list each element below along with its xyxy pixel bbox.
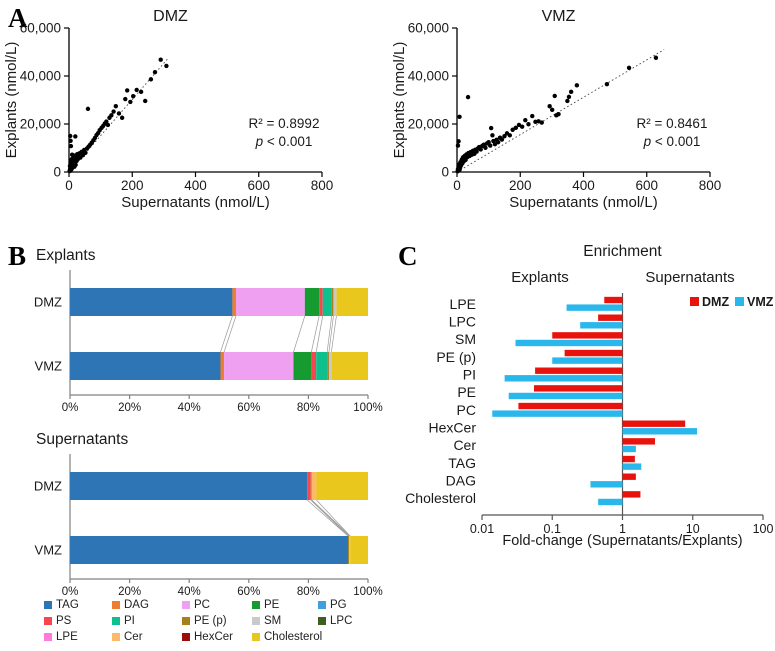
category-label: PI [462,366,476,383]
scatter-point [553,94,557,98]
bar-segment-tag [70,352,220,380]
enrichment-bar-dmz-pe-p- [565,350,623,356]
explants-header: Explants [511,269,569,286]
legend-swatch [318,601,326,609]
scatter-point [483,146,487,150]
scatter-point [520,124,524,128]
y-tick-label: 40,000 [19,68,61,84]
bar-segment-pi [316,352,327,380]
segment-connector [220,316,232,352]
plot-title: DMZ [153,8,188,25]
bar-segment-pe [294,352,312,380]
legend-swatch [252,601,260,609]
bar-segment-dag [220,352,224,380]
category-label: SM [455,331,476,348]
trend-line [457,50,664,172]
legend-swatch-dmz [690,297,699,306]
scatter-point [131,94,135,98]
scatter-point [556,112,560,116]
x-tick-label: 600 [247,178,271,193]
x-tick-label: 200 [508,178,532,193]
y-tick-label: 0 [53,164,61,180]
category-label: HexCer [428,419,476,436]
legend-item-pe [252,599,318,611]
legend-swatch [182,617,190,625]
x-tick-label: 400 [184,178,207,193]
x-tick-label: 20% [118,402,142,414]
bar-segment-ps [319,288,323,316]
x-axis-title: Supernatants (nmol/L) [121,194,270,211]
scatter-point [109,113,113,117]
legend-item-pc [182,599,252,611]
enrichment-bar-vmz-cholesterol [598,499,622,505]
chart-title: Enrichment [583,243,662,260]
scatter-point [490,133,494,137]
enrichment-bar-vmz-pi [505,375,623,381]
category-label: Cholesterol [405,490,476,507]
scatter-point [159,57,163,61]
scatter-point [565,99,569,103]
x-tick-label: 40% [177,402,201,414]
bar-segment-dag [232,288,236,316]
chart-title: Explants [36,247,96,264]
p-value-annotation: p < 0.001 [255,134,313,149]
bar-segment-tag [70,536,348,564]
legend-item-cholesterol [252,631,323,643]
segment-connector [307,500,348,536]
x-tick-label: 600 [635,178,659,193]
scatter-point [466,95,470,99]
row-label: DMZ [33,478,62,494]
legend-label: PG [330,599,347,611]
bar-segment-sm [333,288,336,316]
legend-label-vmz: VMZ [747,295,774,309]
p-value-annotation: p < 0.001 [643,134,701,149]
x-tick-label: 1 [619,522,626,536]
enrichment-bar-vmz-sm [516,340,623,346]
legend-swatch [112,601,120,609]
x-tick-label: 800 [698,178,722,193]
enrichment-bar-vmz-lpc [580,322,622,328]
x-tick-label: 100% [353,586,383,598]
x-tick-label: 20% [118,586,142,598]
x-tick-label: 80% [296,402,320,414]
x-axis-title: Fold-change (Supernatants/Explants) [502,533,743,549]
legend-label: PC [194,599,210,611]
scatter-point [488,143,492,147]
x-tick-label: 60% [237,586,261,598]
plot-title: VMZ [541,8,576,25]
scatter-point [164,64,168,68]
enrichment-bar-dmz-pe [534,385,622,391]
x-tick-label: 10 [685,522,700,536]
x-axis-title: Supernatants (nmol/L) [509,194,658,211]
scatter-point [139,90,143,94]
legend-label: LPC [330,615,353,627]
bar-segment-sm [349,536,350,564]
legend-item-cer [112,631,182,643]
enrichment-bar-chart [390,240,775,552]
category-label: Cer [453,437,476,454]
scatter-point [117,111,121,115]
bar-segment-cholesterol [316,472,368,500]
category-label: DAG [445,472,476,489]
scatter-point [605,82,609,86]
bar-segment-tag [70,288,232,316]
legend-item-tag [44,599,112,611]
y-tick-label: 20,000 [19,116,61,132]
x-tick-label: 0% [61,402,79,414]
scatter-point [134,88,138,92]
x-tick-label: 0.1 [543,522,561,536]
stacked-bar-chart-explants [0,240,390,420]
legend-label: LPE [56,631,78,643]
r-squared-annotation: R² = 0.8461 [636,116,708,131]
enrichment-bar-vmz-lpe [567,304,623,310]
bar-segment-pe-p- [332,288,334,316]
scatter-point [86,107,90,111]
scatter-point [153,70,157,74]
scatter-point [68,134,72,138]
category-label: PE [457,384,476,401]
scatter-point [143,99,147,103]
x-tick-label: 0% [61,586,79,598]
bar-segment-pe-p- [311,472,312,500]
y-tick-label: 40,000 [407,68,449,84]
enrichment-bar-vmz-pc [492,410,622,416]
x-tick-label: 0 [453,178,461,193]
segment-connector [311,316,319,352]
y-tick-label: 60,000 [19,20,61,36]
legend-label: PS [56,615,72,627]
y-tick-label: 20,000 [407,116,449,132]
enrichment-bar-dmz-cholesterol [623,491,641,497]
r-squared-annotation: R² = 0.8992 [248,116,320,131]
enrichment-bar-dmz-cer [623,438,655,444]
bar-segment-pi [323,288,332,316]
scatter-point [550,108,554,112]
scatter-point [456,143,460,147]
legend-item-pe-p- [182,615,252,627]
legend-item-sm [252,615,318,627]
supernatants-header: Supernatants [645,269,735,286]
scatter-point [120,116,124,120]
segment-connector [316,500,350,536]
enrichment-bar-dmz-lpe [604,297,622,303]
scatter-point [73,163,77,167]
scatter-point [489,126,493,130]
x-tick-label: 800 [310,178,334,193]
scatter-point [125,88,129,92]
category-label: TAG [448,454,476,471]
bar-segment-ps [307,472,311,500]
enrichment-bar-dmz-dag [623,474,636,480]
legend-label-dmz: DMZ [702,295,730,309]
enrichment-bar-dmz-hexcer [623,421,686,427]
legend-label: SM [264,615,282,627]
legend-label: PI [124,615,135,627]
enrichment-bar-vmz-hexcer [623,428,698,434]
legend-item-lpc [318,615,374,627]
scatter-point [111,109,115,113]
category-label: LPE [449,295,476,312]
legend-label: DAG [124,599,149,611]
scatter-point [567,95,571,99]
scatter-point [128,100,132,104]
scatter-point [627,66,631,70]
segment-connector [311,500,348,536]
legend-label: Cholesterol [264,631,323,643]
bar-segment-pc [224,352,293,380]
legend-item-lpe [44,631,112,643]
legend-item-pi [112,615,182,627]
enrichment-bar-dmz-lpc [598,315,622,321]
bar-segment-sm [329,352,331,380]
chart-title: Supernatants [36,431,129,448]
scatter-point [69,144,73,148]
y-axis-title: Explants (nmol/L) [3,41,20,159]
scatter-point [83,151,87,155]
legend-swatch [318,617,326,625]
x-tick-label: 0 [65,178,73,193]
y-axis-title: Explants (nmol/L) [391,41,408,159]
legend-swatch [112,617,120,625]
legend-swatch [112,633,120,641]
legend-swatch [44,633,52,641]
x-tick-label: 100 [752,522,774,536]
y-tick-label: 60,000 [407,20,449,36]
scatter-point [547,104,551,108]
panel-b-label: B [8,241,27,271]
bar-segment-pe-p- [348,536,349,564]
scatter-point [496,140,500,144]
stacked-bar-chart-supernatants [0,424,390,604]
enrichment-bar-vmz-pe [509,393,623,399]
legend-item-dag [112,599,182,611]
bar-segment-cer [312,472,317,500]
scatter-point [523,118,527,122]
legend-item-hexcer [182,631,252,643]
scatter-point [106,123,110,127]
segment-connector [331,316,336,352]
x-tick-label: 200 [120,178,144,193]
category-label: PE (p) [436,348,476,365]
segment-connector [316,316,323,352]
scatter-point [114,104,118,108]
legend-swatch [182,601,190,609]
y-tick-label: 0 [441,164,449,180]
scatter-point [73,134,77,138]
bar-segment-cholesterol [336,288,368,316]
x-tick-label: 0.01 [469,522,495,536]
scatter-plot-vmz [388,0,775,230]
scatter-point [540,120,544,124]
segment-connector [312,500,350,536]
row-label: DMZ [33,294,62,310]
legend-swatch [44,617,52,625]
scatter-point [530,114,534,118]
enrichment-bar-vmz-pe-p- [552,357,622,363]
category-label: LPC [448,313,476,330]
enrichment-bar-vmz-tag [623,463,642,469]
bar-segment-cholesterol [331,352,368,380]
bar-segment-ps [311,352,316,380]
scatter-point [149,77,153,81]
legend-item-ps [44,615,112,627]
scatter-point [456,139,460,143]
panel-a-label: A [8,3,28,33]
scatter-point [654,56,658,60]
legend-label: TAG [56,599,79,611]
scatter-point [526,122,530,126]
scatter-point [569,90,573,94]
enrichment-bar-dmz-pc [518,403,622,409]
enrichment-bar-dmz-tag [623,456,635,462]
segment-connector [294,316,305,352]
x-tick-label: 40% [177,586,201,598]
scatter-point [123,97,127,101]
legend-label: PE [264,599,280,611]
legend-label: HexCer [194,631,233,643]
x-tick-label: 100% [353,402,383,414]
scatter-point [68,139,72,143]
enrichment-bar-dmz-sm [552,332,622,338]
bar-segment-cholesterol [350,536,368,564]
scatter-point [457,115,461,119]
legend-label: PE (p) [194,615,227,627]
bar-segment-tag [70,472,307,500]
enrichment-bar-dmz-pi [535,368,622,374]
x-tick-label: 60% [237,402,261,414]
legend-swatch [252,617,260,625]
row-label: VMZ [34,358,62,374]
bar-segment-pe-p- [327,352,329,380]
legend-item-pg [318,599,374,611]
x-tick-label: 400 [572,178,595,193]
x-tick-label: 80% [296,586,320,598]
scatter-point [575,83,579,87]
legend-swatch [44,601,52,609]
row-label: VMZ [34,542,62,558]
enrichment-bar-vmz-cer [623,446,636,452]
lipid-class-legend [44,599,374,643]
category-label: PC [456,401,476,418]
legend-swatch [252,633,260,641]
panel-c-label: C [398,241,418,271]
scatter-point [508,133,512,137]
legend-label: Cer [124,631,143,643]
scatter-plot-dmz [0,0,385,230]
bar-segment-pe [305,288,319,316]
legend-swatch-vmz [735,297,744,306]
segment-connector [224,316,236,352]
enrichment-bar-vmz-dag [590,481,622,487]
bar-segment-pc [236,288,305,316]
legend-swatch [182,633,190,641]
